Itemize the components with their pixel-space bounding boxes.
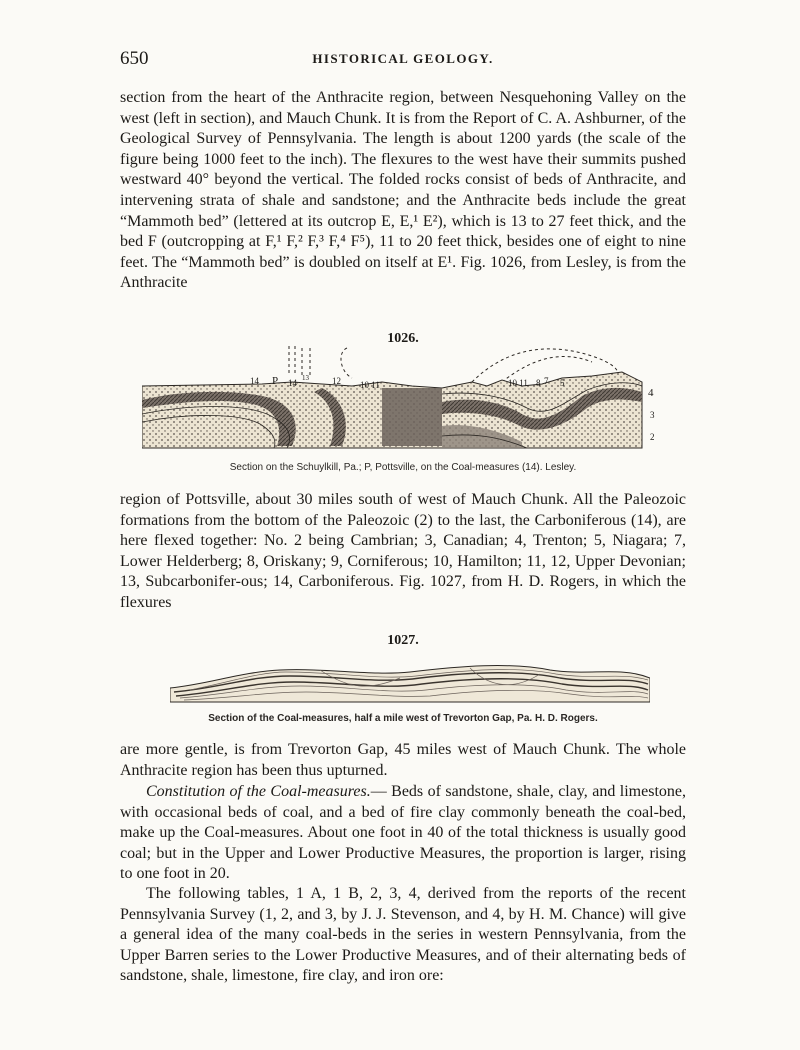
constitution-text: — Beds of sandstone, shale, clay, and limestone, with occasional beds of coal, and a bed of fire clay commonly beneath the coal-bed, make up the Coal-measures. About one foot in 40 of the total thickness is usually good coal; but in the Upper and Lower Productive Measures, the proportion is larger, rising to one foot in 20. — [120, 783, 686, 883]
running-head: HISTORICAL GEOLOGY. — [312, 51, 494, 66]
label-10-11b: 10 11 — [508, 378, 528, 388]
page-header — [120, 48, 686, 72]
paragraph-tables-intro: The following tables, 1 A, 1 B, 2, 3, 4, derived from the reports of the recent Pennsylvania Survey (1, 2, and 3, by J. J. Stevenson, and 4, by H. M. Chance) will give a general idea of the many coal-beds in the series in western Pennsylvania, from the Upper Barren series to the Lower Productive Measures, and of their alternating beds of sandstone, shale, limestone, fire clay, and iron ore: — [120, 885, 686, 985]
label-10-11: 10 11 — [360, 380, 380, 390]
paragraph-ashburner: section from the heart of the Anthracite region, between Nesquehoning Valley on the west (left in section), and Mauch Chunk. It is from the Report of C. A. Ashburner, of the Geological Survey of Pennsylvania. The length is about 1200 yards (the scale of the figure being 1000 feet to the inch). The flexures to the west have their summits pushed westward 40° beyond the vertical. The folded rocks consist of beds of Anthracite, and intervening strata of shale and sandstone; and the Anthracite beds include the great “Mammoth bed” (lettered at its outcrop E, E,¹ E²), which is 13 to 27 feet thick, and the bed F (outcropping at F,¹ F,² F,³ F,⁴ F⁵), 11 to 20 feet thick, besides one of eight to nine feet. The “Mammoth bed” is doubled on itself at E¹. Fig. 1026, from Lesley, is from the Anthracite — [120, 89, 686, 292]
figure-1026-geologic-section — [142, 342, 662, 460]
paragraph-constitution — [120, 782, 686, 885]
label-12: 12 — [332, 376, 341, 386]
label-4: 4 — [648, 387, 654, 399]
label-5: 5 — [560, 378, 565, 388]
label-13: 13 — [302, 374, 309, 382]
figure-1026-caption: Section on the Schuylkill, Pa.; P, Pottsville, on the Coal-measures (14). Lesley. — [229, 462, 577, 473]
label-14b: 14 — [288, 378, 297, 388]
figure-1027-coal-measures-section — [170, 650, 650, 706]
paragraph-trevorton: are more gentle, is from Trevorton Gap, 45 miles west of Mauch Chunk. The whole Anthracite region has been thus upturned. — [120, 741, 686, 779]
label-2: 2 — [650, 432, 655, 442]
page-number: 650 — [120, 48, 149, 69]
figure-1027-number: 1027. — [387, 633, 419, 648]
label-P: P — [272, 375, 279, 387]
label-3: 3 — [650, 410, 655, 420]
label-7: 7 — [544, 376, 549, 386]
paragraph-pottsville: region of Pottsville, about 30 miles south of west of Mauch Chunk. All the Paleozoic formations from the bottom of the Paleozoic (2) to the last, the Carboniferous (14), are here flexed together: No. 2 being Cambrian; 3, Canadian; 4, Trenton; 5, Niagara; 7, Lower Helderberg; 8, Oriskany; 9, Corniferous; 10, Hamilton; 11, 12, Upper Devonian; 13, Subcarbonifer-ous; 14, Carboniferous. Fig. 1027, from H. D. Rogers, in which the flexures — [120, 491, 686, 611]
figure-1027-caption: Section of the Coal-measures, half a mile west of Trevorton Gap, Pa. H. D. Rogers. — [208, 713, 598, 724]
label-8: 8 — [536, 378, 541, 388]
label-14: 14 — [250, 376, 259, 386]
figure-1026-number: 1026. — [387, 331, 419, 346]
section-heading-constitution: Constitution of the Coal-measures. — [146, 783, 371, 800]
